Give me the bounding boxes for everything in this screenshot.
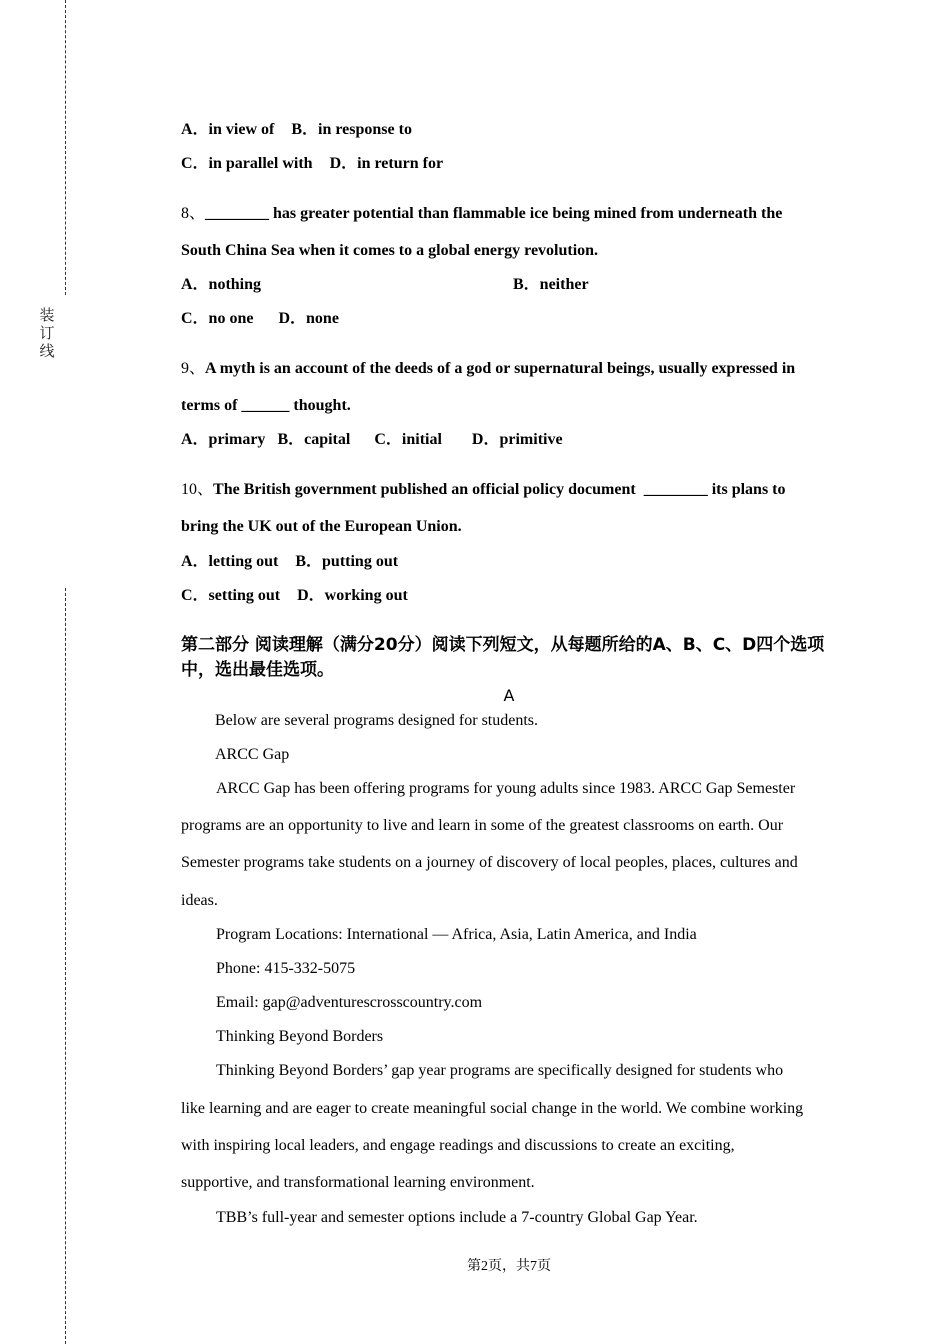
binding-label: 装订线	[39, 306, 55, 360]
q7-option-a[interactable]: A．in view of	[181, 121, 275, 138]
program-1-body-line-3: Semester programs take students on a journey of discovery of local peoples, places, cultures and	[181, 854, 798, 871]
q9-stem-text-1: A myth is an account of the deeds of a god or supernatural beings, usually expressed in	[205, 360, 796, 377]
passage-label: A	[503, 686, 515, 705]
binding-line-top	[65, 0, 66, 295]
q10-stem-text-1: The British government published an official policy document ________ its plans to	[213, 481, 786, 498]
program-1-phone: Phone: 415-332-5075	[216, 960, 356, 977]
q8-option-b[interactable]: B．neither	[513, 276, 589, 293]
program-1-body-line-2: programs are an opportunity to live and learn in some of the greatest classrooms on earth. Our	[181, 817, 784, 834]
program-1-locations: Program Locations: International — Africa, Asia, Latin America, and India	[216, 926, 697, 943]
q9-number: 9、	[181, 360, 206, 377]
program-2-body-line-2: like learning and are eager to create meaningful social change in the world. We combine working	[181, 1100, 804, 1117]
q9-option-d[interactable]: D．primitive	[471, 431, 563, 448]
q7-options-row-2	[181, 154, 443, 174]
q7-option-d[interactable]: D．in return for	[329, 155, 444, 172]
passage-intro: Below are several programs designed for students.	[215, 712, 539, 729]
q8-options-row-2	[181, 309, 339, 329]
q8-stem-line-1	[181, 204, 782, 224]
program-2-body-line-3: with inspiring local leaders, and engage readings and discussions to create an exciting,	[181, 1137, 735, 1154]
q10-number: 10、	[181, 481, 214, 498]
q8-option-c[interactable]: C．no one	[181, 310, 254, 327]
q10-option-d[interactable]: D．working out	[297, 587, 408, 604]
q7-options-row-1	[181, 120, 412, 140]
q10-option-b[interactable]: B．putting out	[295, 553, 399, 570]
q9-option-c[interactable]: C．initial	[374, 431, 442, 448]
q9-stem-line-1	[181, 359, 795, 379]
q8-options-row-1	[181, 275, 681, 295]
page-number-footer: 第2页，共7页	[467, 1259, 551, 1274]
program-1-title: ARCC Gap	[215, 746, 290, 763]
program-2-extra: TBB’s full-year and semester options include a 7-country Global Gap Year.	[216, 1209, 698, 1226]
q9-option-a[interactable]: A．primary	[181, 431, 266, 448]
program-2-body-line-1: Thinking Beyond Borders’ gap year programs are specifically designed for students who	[216, 1062, 784, 1079]
q8-number: 8、	[181, 205, 206, 222]
q10-stem-line-2: bring the UK out of the European Union.	[181, 518, 462, 535]
q10-option-a[interactable]: A．letting out	[181, 553, 279, 570]
q8-option-d[interactable]: D．none	[278, 310, 339, 327]
program-1-body-line-1: ARCC Gap has been offering programs for young adults since 1983. ARCC Gap Semester	[216, 780, 796, 797]
program-1-body-line-4: ideas.	[181, 892, 218, 909]
q8-option-a[interactable]: A．nothing	[181, 276, 262, 293]
q7-option-b[interactable]: B．in response to	[291, 121, 412, 138]
section-2-heading: 第二部分 阅读理解（满分20分）阅读下列短文，从每题所给的A、B、C、D四个选项中，选出最佳选项。	[181, 635, 825, 680]
q9-stem-line-2: terms of ______ thought.	[181, 397, 351, 414]
q7-option-c[interactable]: C．in parallel with	[181, 155, 313, 172]
program-2-body-line-4: supportive, and transformational learning environment.	[181, 1174, 535, 1191]
q9-options-row	[181, 430, 563, 450]
q10-options-row-2	[181, 586, 408, 606]
q10-options-row-1	[181, 552, 398, 572]
q8-stem-line-2: South China Sea when it comes to a global energy revolution.	[181, 242, 599, 259]
q8-stem-text-1: ________ has greater potential than flammable ice being mined from underneath the	[205, 205, 783, 222]
q10-stem-line-1	[181, 480, 786, 500]
q10-option-c[interactable]: C．setting out	[181, 587, 281, 604]
q9-option-b[interactable]: B．capital	[277, 431, 351, 448]
program-2-title: Thinking Beyond Borders	[216, 1028, 384, 1045]
program-1-email: Email: gap@adventurescrosscountry.com	[216, 994, 483, 1011]
